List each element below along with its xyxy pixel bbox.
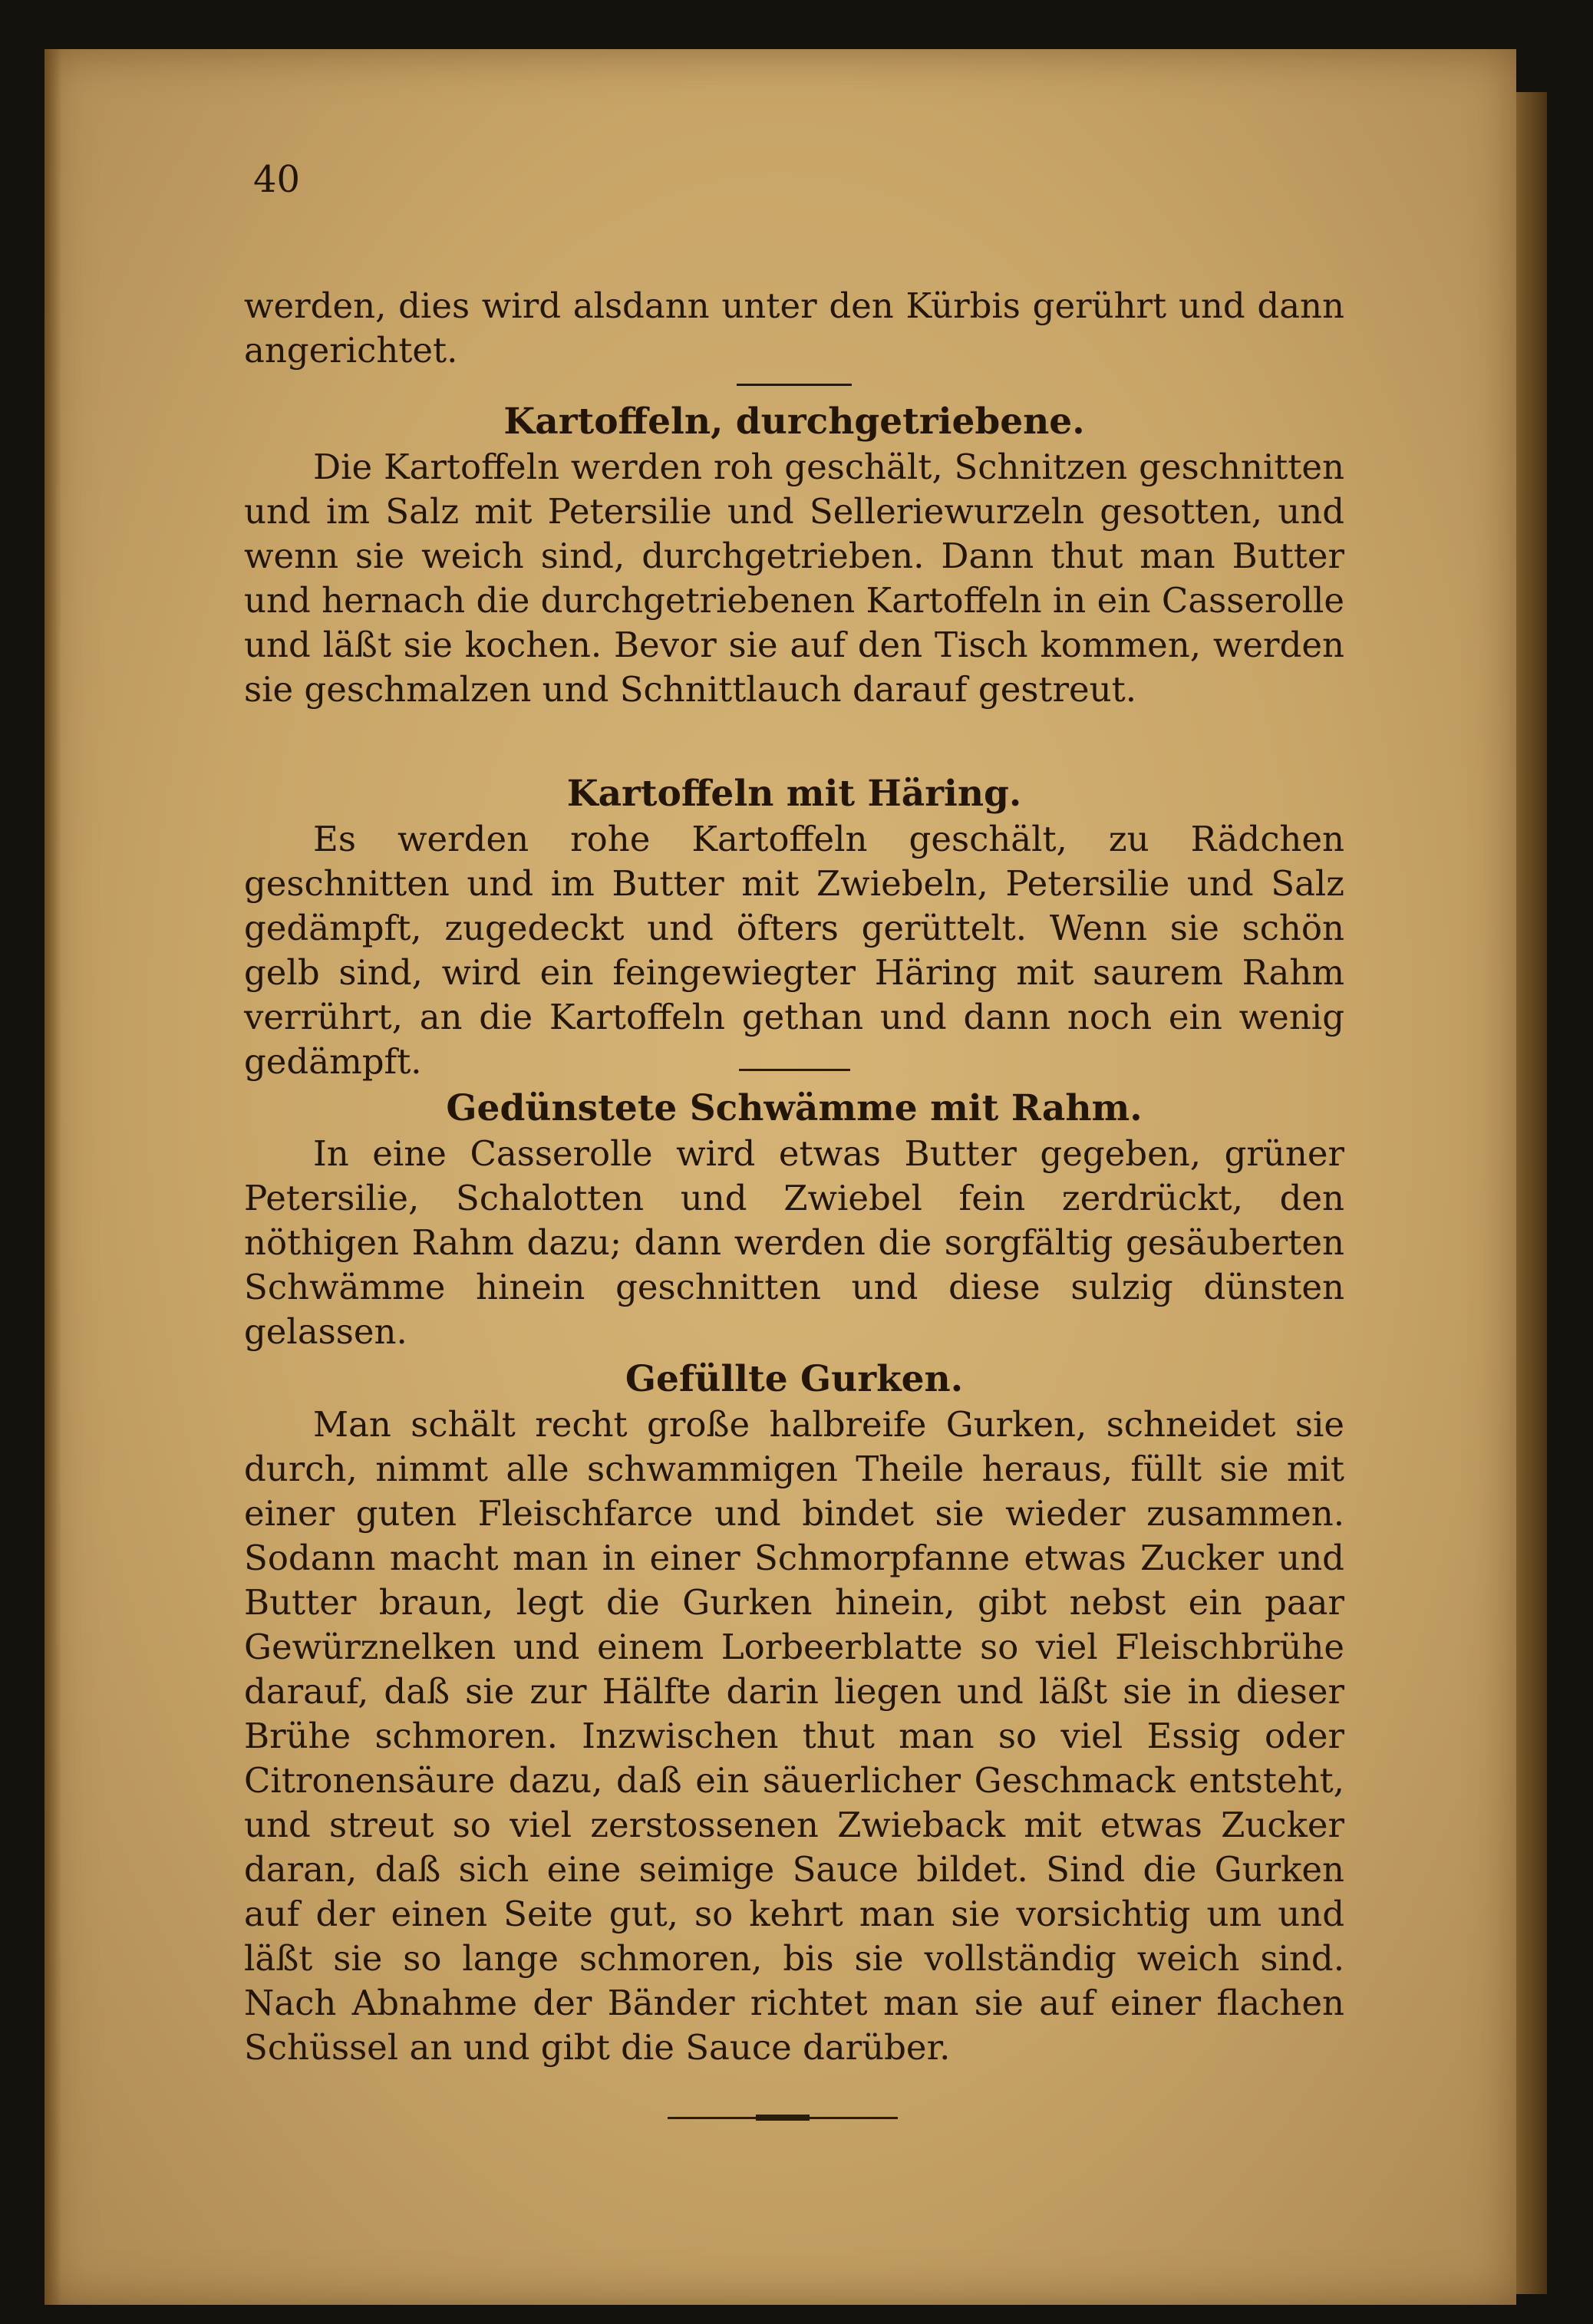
recipe-title: Kartoffeln mit Häring.: [566, 773, 1022, 815]
recipe-title: Gedünstete Schwämme mit Rahm.: [446, 1087, 1143, 1129]
page-gutter-shadow: [45, 49, 61, 2305]
recipe-section: [244, 399, 1344, 712]
recipe-title: Gefüllte Gurken.: [625, 1358, 964, 1400]
recipe-section: [244, 1086, 1344, 1354]
divider: [244, 384, 1344, 386]
recipe-title: Kartoffeln, durchgetriebene.: [503, 401, 1085, 443]
page-number: 40: [253, 158, 301, 201]
ornament-line-right: [810, 2117, 898, 2119]
divider: [244, 1069, 1344, 1071]
recipe-body: Man schält recht große halbreife Gurken, schneidet sie durch, nimmt alle schwammigen Theile heraus, füllt sie mit einer guten Fleischfarce und bindet sie wieder zusammen. Sodann macht man in einer Schmorpfanne etwas Zucker und Butter braun, legt die Gurken hinein, gibt nebst ein paar Gewürznelken und einem Lorbeerblatte so viel Fleischbrühe darauf, daß sie zur Hälfte darin liegen und läßt sie in dieser Brühe schmoren. Inzwischen thut man so viel Essig oder Citronensäure dazu, daß ein säuerlicher Geschmack entsteht, und streut so viel zerstossenen Zwieback mit etwas Zucker daran, daß sich eine seimige Sauce bildet. Sind die Gurken auf der einen Seite gut, so kehrt man sie vorsichtig um und läßt sie so lange schmoren, bis sie vollständig weich sind. Nach Abnahme der Bänder richtet man sie auf einer flachen Schüssel an und gibt die Sauce darüber.: [244, 1404, 1344, 2068]
recipe-body: Es werden rohe Kartoffeln geschält, zu Rädchen geschnitten und im Butter mit Zwiebeln, Petersilie und Salz gedämpft, zugedeckt und öfters gerüttelt. Wenn sie schön gelb sind, wird ein feingewiegter Häring mit saurem Rahm verrührt, an die Kartoffeln gethan und dann noch ein wenig gedämpft.: [244, 819, 1344, 1082]
recipe-body: Die Kartoffeln werden roh geschält, Schnitzen geschnitten und im Salz mit Petersilie und Selleriewurzeln gesotten, und wenn sie weich sind, durchgetrieben. Dann thut man Butter und hernach die durchgetriebenen Kartoffeln in ein Casserolle und läßt sie kochen. Bevor sie auf den Tisch kommen, werden sie geschmalzen und Schnittlauch darauf gestreut.: [244, 447, 1345, 710]
ornament-center: [756, 2115, 810, 2121]
divider-line: [739, 1069, 850, 1071]
intro-paragraph: [244, 284, 1344, 373]
intro-text: werden, dies wird alsdann unter den Kürbis gerührt und dann angerichtet.: [244, 285, 1344, 371]
closing-ornament: [668, 2114, 898, 2121]
recipe-body: In eine Casserolle wird etwas Butter gegeben, grüner Petersilie, Schalotten und Zwiebel fein zerdrückt, den nöthigen Rahm dazu; dann werden die sorgfältig gesäuberten Schwämme hinein geschnitten und diese sulzig dünsten gelassen.: [244, 1133, 1344, 1352]
recipe-section: [244, 1356, 1344, 2070]
recipe-section: [244, 771, 1344, 1084]
divider-line: [737, 384, 852, 386]
page-edge: [1516, 92, 1547, 2294]
ornament-line-left: [668, 2117, 756, 2119]
